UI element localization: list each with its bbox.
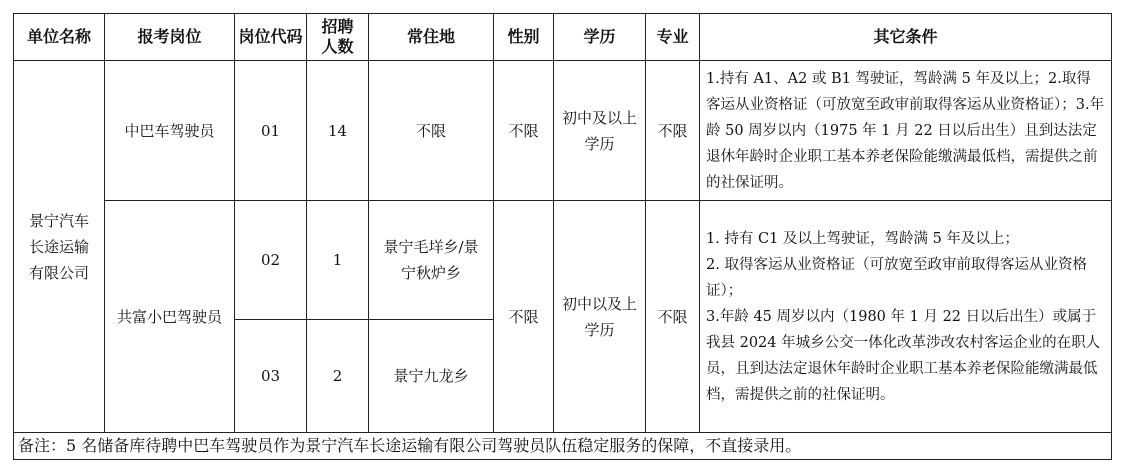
- count-cell: 14: [307, 61, 369, 201]
- conditions-cell: [700, 201, 1112, 433]
- header-major: 专业: [646, 14, 700, 61]
- major-cell: 不限: [646, 61, 700, 201]
- header-education: 学历: [554, 14, 646, 61]
- table-row: [14, 201, 1112, 320]
- code-cell: 01: [235, 61, 307, 201]
- condition-line: 2. 取得客运从业资格证（可放宽至政审前取得客运从业资格证）；: [706, 256, 1087, 299]
- education-cell: 初中以及上学历: [554, 201, 646, 433]
- header-residence: 常住地: [369, 14, 494, 61]
- header-gender: 性别: [494, 14, 554, 61]
- residence-cell: 景宁九龙乡: [369, 320, 494, 433]
- conditions-cell: 1.持有 A1、A2 或 B1 驾驶证，驾龄满 5 年及以上；2.取得客运从业资格证（可放宽至政审前取得客运从业资格证）；3.年龄 50 周岁以内（1975 年 1 月 22 日以后出生）且到达法定退休年龄时企业职工基本养老保险能缴满最低档，需提供之前的社保证明。: [700, 61, 1112, 201]
- major-cell: 不限: [646, 201, 700, 433]
- header-row: [14, 14, 1112, 61]
- residence-cell: 不限: [369, 61, 494, 201]
- residence-cell: 景宁毛垟乡/景宁秋炉乡: [369, 201, 494, 320]
- education-cell: 初中及以上学历: [554, 61, 646, 201]
- table-row: [14, 61, 1112, 201]
- unit-name-cell: 景宁汽车长途运输有限公司: [14, 61, 105, 433]
- recruitment-table: [13, 13, 1112, 460]
- header-count: 招聘人数: [307, 14, 369, 61]
- count-cell: 2: [307, 320, 369, 433]
- code-cell: 02: [235, 201, 307, 320]
- header-unit: 单位名称: [14, 14, 105, 61]
- header-other: 其它条件: [700, 14, 1112, 61]
- condition-line: 3.年龄 45 周岁以内（1980 年 1 月 22 日以后出生）或属于我县 2024 年城乡公交一体化改革涉改农村客运企业的在职人员，且到达法定退休年龄时企业职工基本养老保险能缴满最低档，需提供之前的社保证明。: [706, 308, 1101, 403]
- condition-line: 1. 持有 C1 及以上驾驶证，驾龄满 5 年及以上；: [706, 230, 1019, 247]
- header-position: 报考岗位: [105, 14, 235, 61]
- count-cell: 1: [307, 201, 369, 320]
- note-row: [14, 433, 1112, 460]
- code-cell: 03: [235, 320, 307, 433]
- header-code: 岗位代码: [235, 14, 307, 61]
- gender-cell: 不限: [494, 201, 554, 433]
- position-cell: 共富小巴驾驶员: [105, 201, 235, 433]
- gender-cell: 不限: [494, 61, 554, 201]
- position-cell: 中巴车驾驶员: [105, 61, 235, 201]
- note-text: 备注：5 名储备库待聘中巴车驾驶员作为景宁汽车长途运输有限公司驾驶员队伍稳定服务的保障，不直接录用。: [14, 433, 1112, 460]
